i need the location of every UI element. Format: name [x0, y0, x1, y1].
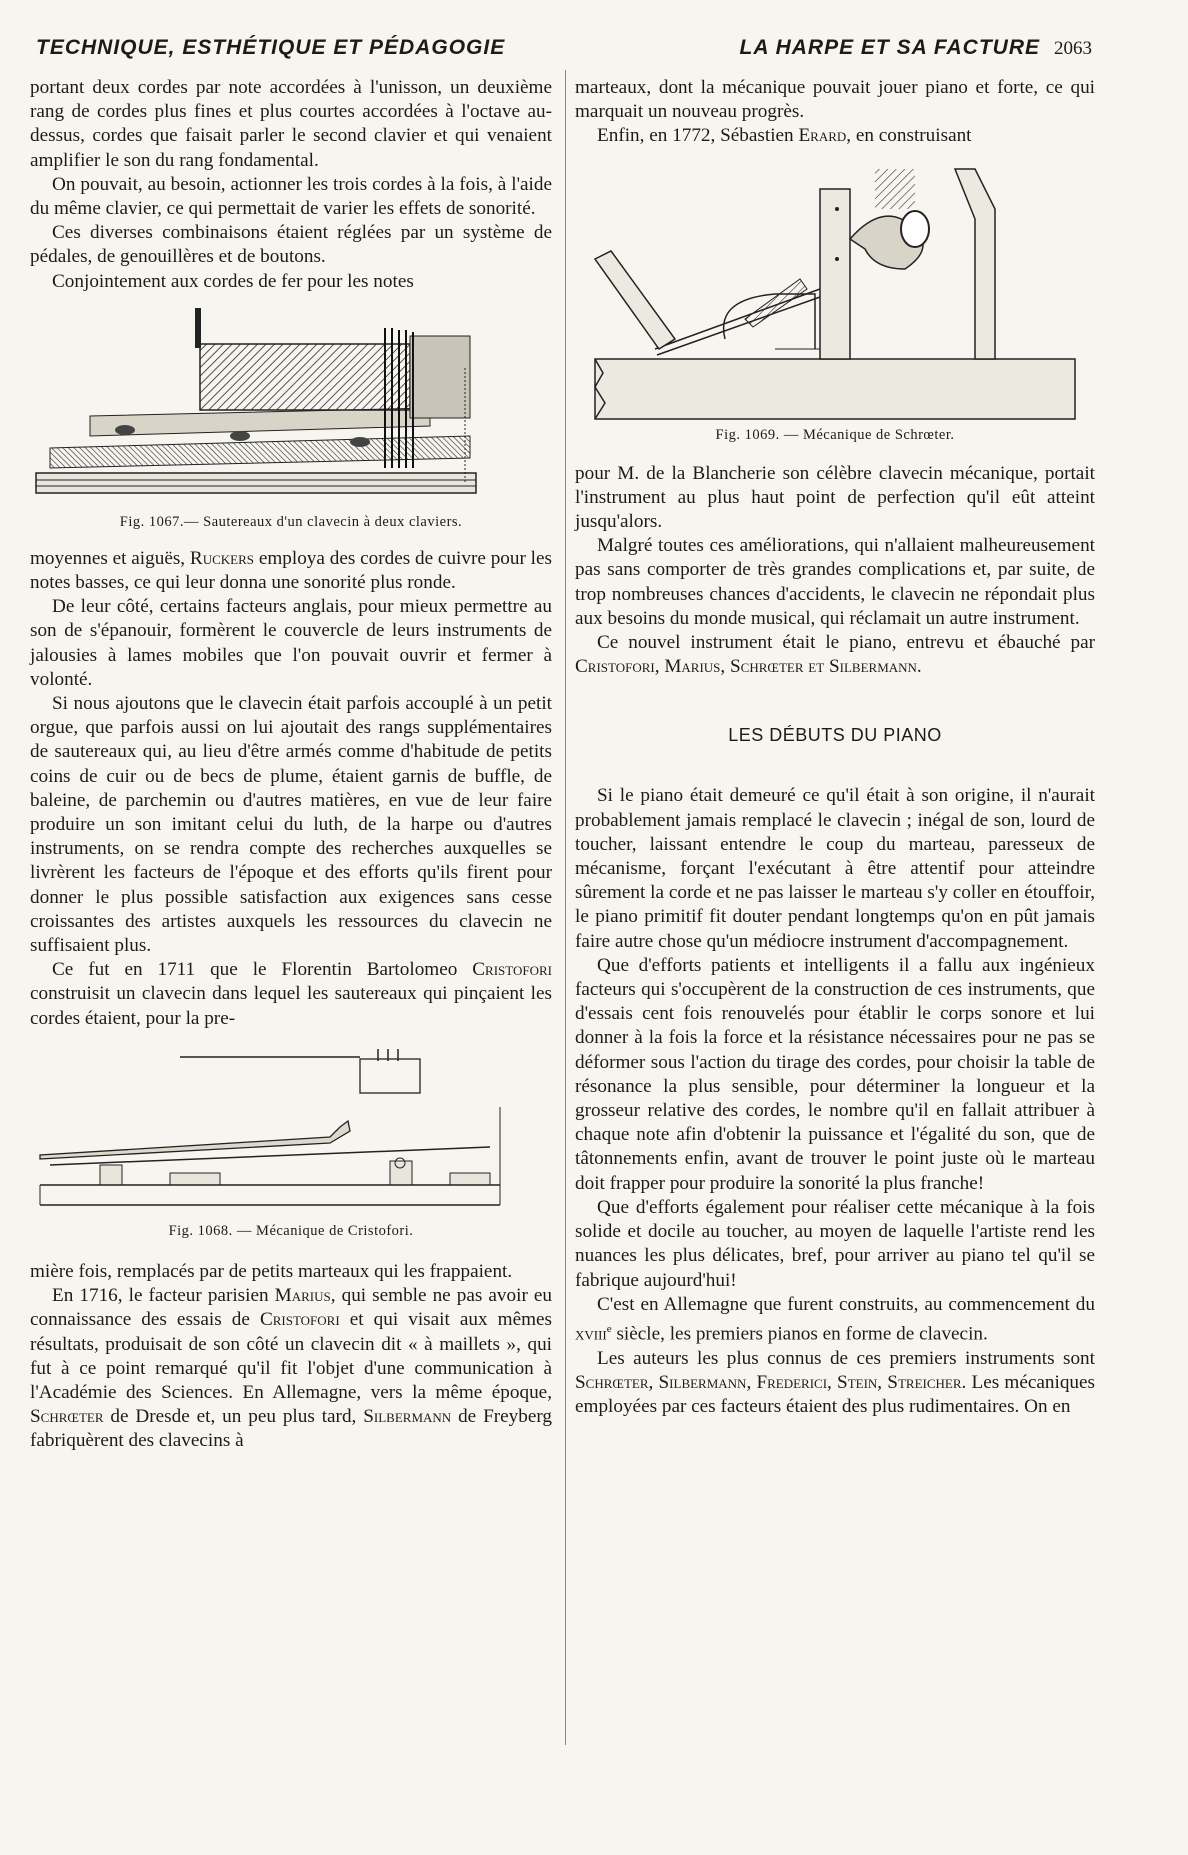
name-ruckers: Ruckers	[189, 547, 255, 569]
section-title: LES DÉBUTS DU PIANO	[728, 725, 942, 746]
paragraph: Ces diverses combinaisons étaient réglées par un système de pédales, de genouillères et de boutons.	[30, 222, 552, 268]
paragraph: Que d'efforts également pour réaliser cette mécanique à la fois solide et docile au toucher, au moyen de laquelle l'artiste rend les nuances les plus délicates, bref, pour arriver au piano tel qu'il se fabrique aujourd'hui!	[575, 1196, 1095, 1291]
text: employa des cordes de cuivre pour les notes basses, ce qui leur donna une sonorité plus ronde.	[30, 547, 552, 594]
paragraph: mière fois, remplacés par de petits marteaux qui les frappaient.	[30, 1260, 513, 1282]
name-erard: Erard	[798, 125, 847, 147]
paragraph: Que d'efforts patients et intelligents il a fallu aux ingénieux facteurs qui s'occupèrent de la construction de ces instruments, que d'essais cent fois renouvelés pour établir le corps sonore et lui donner à la fois la force et la résistance nécessaires pour ne pas se déformer sous l'action du tirage des cordes, pour choisir la table de résonance la plus sensible, pour déterminer la longueur et la grosseur relative des cordes, le nombre qu'il en fallait attribuer à chaque note afin d'obtenir la puissance et l'égalité du son, que de tâtonnements enfin, avant de trouver le point juste où le marteau doit frapper pour produire la sonorité la plus franche!	[575, 954, 1095, 1194]
figure-1069	[575, 159, 1095, 444]
paragraph: pour M. de la Blancherie son célèbre clavecin mécanique, portait l'instrument au plus haut point de perfection qu'il eût atteint jusqu'alors.	[575, 462, 1095, 533]
text: de Dresde et, un peu plus tard,	[103, 1406, 364, 1428]
paragraph	[575, 124, 1095, 148]
name-list: Schrœter, Silbermann, Frederici, Stein, Streicher	[575, 1371, 962, 1393]
header-right-title	[740, 36, 1092, 60]
text: moyennes et aiguës,	[30, 547, 190, 569]
name-cristofori: Cristofori	[259, 1309, 340, 1331]
century-superscript: e	[606, 1322, 612, 1335]
text: C'est en Allemagne que furent construits, au commencement du	[597, 1293, 1095, 1315]
text: En 1716, le facteur parisien	[52, 1285, 275, 1307]
text: Ce nouvel instrument était le piano, entrevu et ébauché par	[597, 632, 1095, 654]
paragraph: Malgré toutes ces améliorations, qui n'allaient malheureusement pas sans comporter de très grandes complications et, par suite, de trop nombreuses chances d'accidents, le clavecin ne répondait plus aux besoins du monde musical, qui réclamait un autre instrument.	[575, 535, 1095, 629]
paragraph: Si le piano était demeuré ce qu'il était à son origine, il n'aurait probablement jamais remplacé le clavecin ; inégal de son, lourd de toucher, laissant entendre le coup du marteau, paresseux de mécanisme, forçant l'exécutant à être attentif pour atteindre sûrement la corde et ne pas laisser le marteau s'y coller en étouffoir, le piano primitif fit douter pendant longtemps qu'on en pût jamais faire autre chose qu'un médiocre instrument d'accompagnement.	[575, 785, 1095, 952]
paragraph	[30, 547, 552, 595]
text: Les auteurs les plus connus de ces premiers instruments sont	[597, 1347, 1095, 1369]
text: de Freyberg fabriquèrent des clavecins à	[30, 1406, 552, 1452]
header-left-title: TECHNIQUE, ESTHÉTIQUE ET PÉDAGOGIE	[36, 36, 506, 59]
paragraph	[575, 1293, 1095, 1347]
paragraph: marteaux, dont la mécanique pouvait jouer piano et forte, ce qui marquait un nouveau progrès.	[575, 77, 1095, 123]
text: , qui semble ne pas avoir eu connaissance des essais de	[30, 1285, 553, 1331]
text: construisit un clavecin dans lequel les sautereaux qui pinçaient les cordes étaient, pour la pre-	[30, 983, 552, 1029]
paragraph: Si nous ajoutons que le clavecin était parfois accouplé à un petit orgue, que parfois aussi on lui ajoutait des rangs supplémentaires de sautereaux qui, au lieu d'être armés comme d'habitude de petits coins de cuir ou de becs de plume, étaient garnis de buffle, de baleine, de parchemin ou d'autres matières, en vue de leur faire produire un son imitant celui du luth, de la harpe ou d'autres instruments, on se rendra compte des recherches auxquelles se livrèrent les facteurs de l'époque et des efforts qu'ils firent pour donner le plus possible satisfaction aux exigences sans cesse croissantes des artistes auxquels les ressources du clavecin ne suffisaient plus.	[30, 693, 552, 957]
paragraph	[575, 631, 1095, 679]
header-right-text: LA HARPE ET SA FACTURE	[739, 36, 1040, 59]
paragraph	[30, 958, 552, 1031]
text: Ce fut en 1711 que le Florentin Bartolomeo	[52, 959, 473, 981]
text: et qui visait aux mêmes résultats, produisait de son côté un clavecin dit « à maillets », qui fut à ce point remarqué qu'il fit l'objet d'une communication à l'Académie des Sciences. En Allemagne, vers la même époque,	[30, 1309, 552, 1403]
text: . Les mécaniques employées par ces facteurs étaient des plus rudimentaires. On en	[575, 1371, 1095, 1417]
paragraph: Conjointement aux cordes de fer pour les notes	[52, 270, 414, 292]
name-schroeter: Schrœter	[30, 1406, 104, 1428]
name-marius: Marius	[274, 1285, 331, 1307]
page-number: 2063	[1054, 38, 1092, 59]
running-head	[36, 36, 1092, 66]
schroeter-mechanism-illustration	[575, 159, 1095, 421]
figure-1067-caption: Fig. 1067.— Sautereaux d'un clavecin à deux claviers.	[119, 513, 463, 530]
paragraph: De leur côté, certains facteurs anglais, pour mieux permettre au son de s'épanouir, formèrent le couvercle de leurs instruments de jalousies à lames mobiles que l'on pouvait ouvrir et fermer à volonté.	[30, 596, 552, 690]
paragraph	[30, 1284, 552, 1453]
text: , en construisant	[846, 125, 972, 147]
column-divider	[565, 70, 566, 1745]
right-column	[575, 76, 1095, 1419]
text: siècle, les premiers pianos en forme de clavecin.	[611, 1323, 988, 1345]
figure-1068	[30, 1047, 552, 1240]
paragraph: On pouvait, au besoin, actionner les trois cordes à la fois, à l'aide du même clavier, ce qui permettait de varier les effets de sonorité.	[30, 173, 552, 220]
harpsichord-jacks-illustration	[30, 308, 552, 508]
name-list: Cristofori, Marius, Schrœter et Silbermann.	[575, 656, 922, 678]
figure-1068-caption: Fig. 1068. — Mécanique de Cristofori.	[168, 1222, 414, 1239]
figure-1069-caption: Fig. 1069. — Mécanique de Schrœter.	[715, 426, 955, 443]
figure-1067	[30, 308, 552, 531]
left-column	[30, 76, 552, 1454]
name-cristofori: Cristofori	[472, 959, 552, 981]
paragraph: portant deux cordes par note accordées à l'unisson, un deuxième rang de cordes plus fines et plus courtes accordées à l'octave au-dessus, cordes que faisait parler le second clavier et qui venaient amplifier le son du rang fondamental.	[30, 77, 552, 171]
cristofori-mechanism-illustration	[30, 1047, 552, 1217]
text: Enfin, en 1772, Sébastien	[597, 125, 799, 147]
paragraph	[575, 1347, 1095, 1420]
name-silbermann: Silbermann	[363, 1406, 452, 1428]
century-numeral: xviii	[575, 1323, 607, 1345]
